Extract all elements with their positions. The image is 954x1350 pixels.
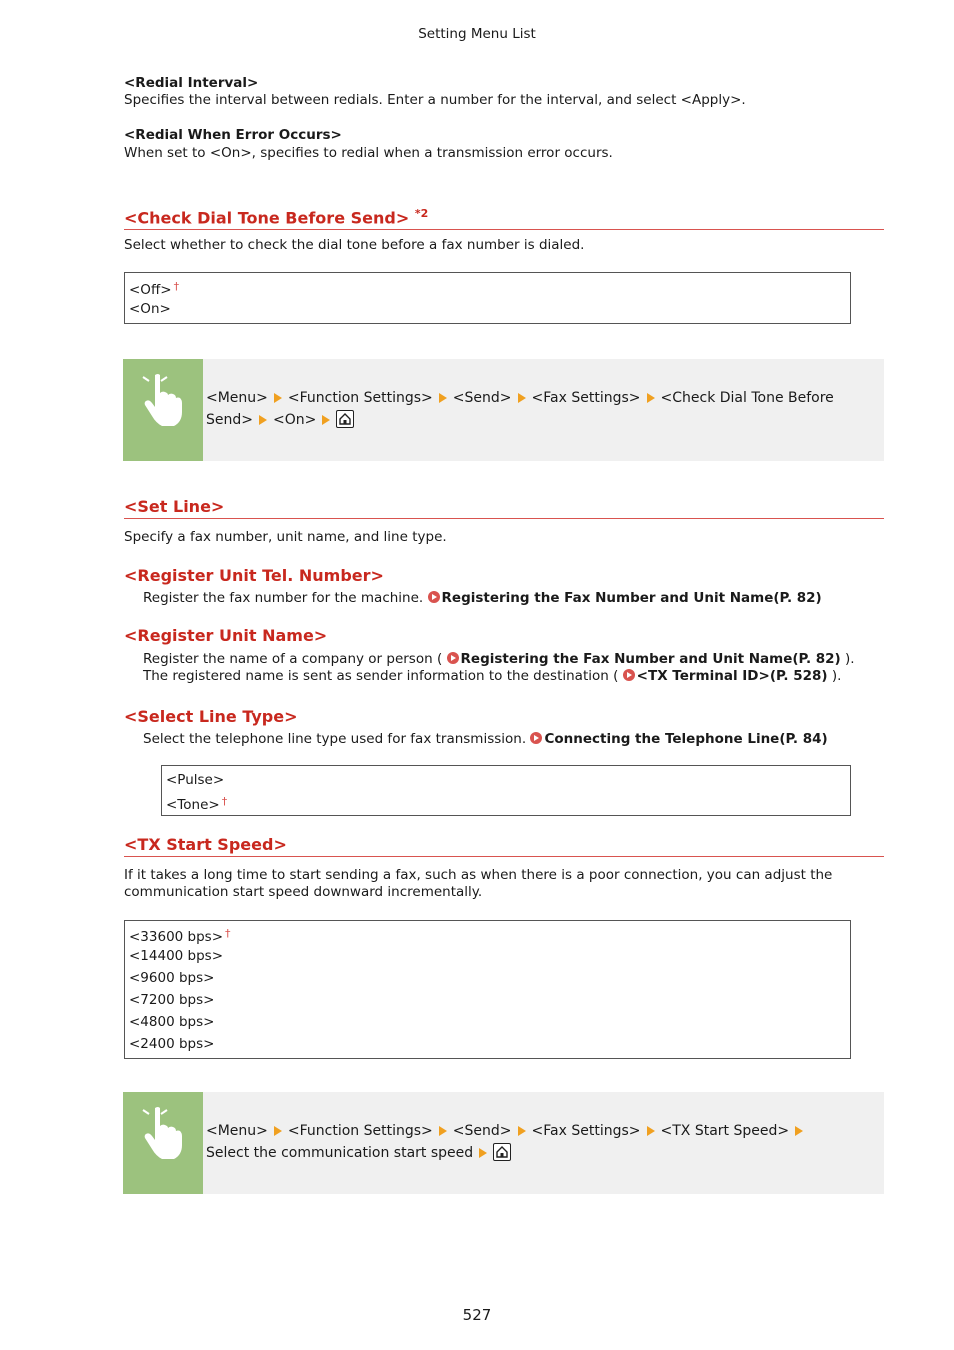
step-menu: <Menu> bbox=[206, 390, 268, 406]
register-tel-title: <Register Unit Tel. Number> bbox=[124, 566, 384, 585]
step-on: <On> bbox=[273, 412, 317, 428]
link-arrow-icon bbox=[447, 652, 459, 664]
redial-interval-text: Specifies the interval between redials. Enter a number for the interval, and select <Apply>. bbox=[124, 92, 746, 108]
step-fax-settings: <Fax Settings> bbox=[531, 390, 641, 406]
redial-error-label: <Redial When Error Occurs> bbox=[124, 127, 342, 143]
arrow-icon bbox=[647, 393, 655, 403]
arrow-icon bbox=[259, 415, 267, 425]
option-7200: <7200 bps> bbox=[129, 992, 215, 1008]
page-header: Setting Menu List bbox=[418, 26, 536, 42]
step-function-settings: <Function Settings> bbox=[287, 390, 433, 406]
pointing-hand-icon bbox=[139, 1104, 187, 1160]
menu-path-2 bbox=[206, 1120, 846, 1164]
set-line-desc: Specify a fax number, unit name, and line type. bbox=[124, 529, 447, 545]
option-4800: <4800 bps> bbox=[129, 1014, 215, 1030]
line-type-text: Select the telephone line type used for fax transmission. Connecting the Telephone Line(P. 84) bbox=[143, 731, 828, 747]
tx-speed-options bbox=[124, 920, 851, 1059]
option-9600: <9600 bps> bbox=[129, 970, 215, 986]
page-number: 527 bbox=[462, 1306, 492, 1324]
register-name-title: <Register Unit Name> bbox=[124, 626, 328, 645]
arrow-icon bbox=[439, 1126, 447, 1136]
tx-terminal-id-link[interactable]: <TX Terminal ID>(P. 528) bbox=[636, 668, 828, 684]
step-send: <Send> bbox=[452, 1123, 512, 1139]
step-send: <Send> bbox=[452, 390, 512, 406]
link-arrow-icon bbox=[530, 732, 542, 744]
arrow-icon bbox=[647, 1126, 655, 1136]
option-on: <On> bbox=[129, 301, 171, 317]
check-dial-heading bbox=[124, 205, 884, 230]
line-type-options bbox=[161, 765, 851, 816]
check-dial-desc: Select whether to check the dial tone before a fax number is dialed. bbox=[124, 237, 585, 253]
default-mark: † bbox=[173, 280, 180, 293]
telephone-line-link[interactable]: Connecting the Telephone Line(P. 84) bbox=[544, 731, 828, 747]
link-arrow-icon bbox=[428, 591, 440, 603]
register-tel-text: Register the fax number for the machine. Registering the Fax Number and Unit Name(P. 82) bbox=[143, 590, 822, 606]
step-menu: <Menu> bbox=[206, 1123, 268, 1139]
tx-speed-desc: If it takes a long time to start sending a fax, such as when there is a poor connection, you can adjust the communication start speed downward incrementally. bbox=[124, 867, 833, 900]
arrow-icon bbox=[518, 1126, 526, 1136]
option-off: <Off> † bbox=[129, 280, 180, 298]
home-icon bbox=[493, 1143, 511, 1161]
arrow-icon bbox=[274, 1126, 282, 1136]
step-select-speed: Select the communication start speed bbox=[206, 1145, 474, 1161]
step-tx-start-speed: <TX Start Speed> bbox=[660, 1123, 790, 1139]
arrow-icon bbox=[479, 1148, 487, 1158]
pointing-hand-icon bbox=[139, 371, 187, 427]
option-33600: <33600 bps> † bbox=[129, 927, 231, 945]
redial-interval-label: <Redial Interval> bbox=[124, 75, 259, 91]
step-check-dial-tone: <Check Dial Tone Before Send> bbox=[206, 390, 834, 428]
register-name-link[interactable]: Registering the Fax Number and Unit Name(P. 82) bbox=[460, 651, 841, 667]
arrow-icon bbox=[439, 393, 447, 403]
arrow-icon bbox=[322, 415, 330, 425]
home-icon bbox=[336, 410, 354, 428]
option-2400: <2400 bps> bbox=[129, 1036, 215, 1052]
set-line-title: <Set Line> bbox=[124, 498, 884, 519]
link-arrow-icon bbox=[623, 669, 635, 681]
default-mark: † bbox=[225, 927, 231, 940]
check-dial-title: <Check Dial Tone Before Send> bbox=[124, 208, 410, 228]
arrow-icon bbox=[274, 393, 282, 403]
register-name-text: Register the name of a company or person ( Registering the Fax Number and Unit Name(P. 82) ). The registered name is sent as sender information to the destination ( <TX Terminal ID>(P. 528) ). bbox=[143, 651, 855, 684]
redial-error-text: When set to <On>, specifies to redial when a transmission error occurs. bbox=[124, 145, 613, 161]
option-pulse: <Pulse> bbox=[166, 772, 225, 788]
option-14400: <14400 bps> bbox=[129, 948, 224, 964]
step-function-settings: <Function Settings> bbox=[287, 1123, 433, 1139]
line-type-title: <Select Line Type> bbox=[124, 707, 298, 726]
arrow-icon bbox=[795, 1126, 803, 1136]
check-dial-options bbox=[124, 272, 851, 324]
menu-path-box-2 bbox=[123, 1092, 884, 1194]
check-dial-footnote-mark: *2 bbox=[414, 207, 429, 220]
arrow-icon bbox=[518, 393, 526, 403]
tx-speed-title: <TX Start Speed> bbox=[124, 836, 884, 857]
hand-icon-panel bbox=[123, 1092, 203, 1194]
register-tel-link[interactable]: Registering the Fax Number and Unit Name(P. 82) bbox=[441, 590, 822, 606]
option-tone: <Tone> † bbox=[166, 795, 228, 813]
menu-path-box-1 bbox=[123, 359, 884, 461]
menu-path-1 bbox=[206, 387, 846, 431]
hand-icon-panel bbox=[123, 359, 203, 461]
step-fax-settings: <Fax Settings> bbox=[531, 1123, 641, 1139]
default-mark: † bbox=[221, 795, 228, 808]
